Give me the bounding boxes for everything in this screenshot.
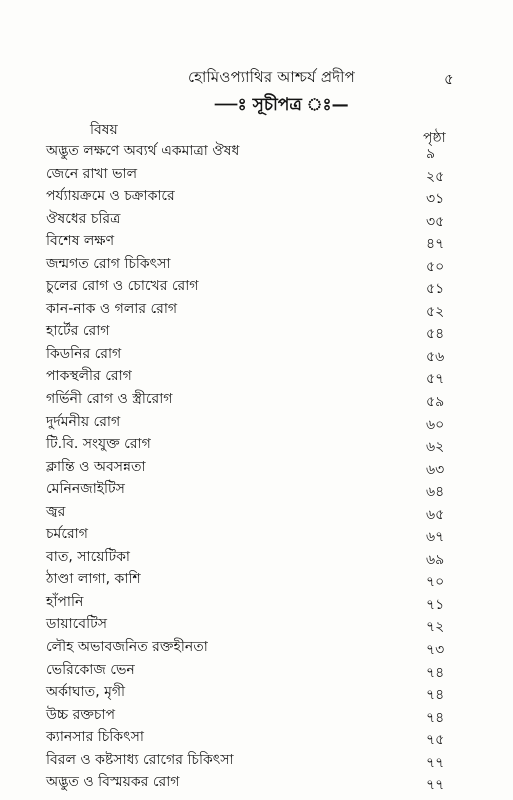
toc-entry-page: ৬৭ bbox=[426, 529, 445, 546]
toc-entry-page: ৬০ bbox=[426, 416, 445, 433]
toc-entry bbox=[0, 497, 513, 523]
toc-entry-title: বিরল ও কষ্টসাধ্য রোগের চিকিৎসা bbox=[46, 751, 234, 768]
toc-entry bbox=[0, 339, 513, 365]
toc-entry-page: ৭৪ bbox=[426, 664, 445, 681]
toc-entry-page: ৭৭ bbox=[426, 754, 445, 771]
toc-entry bbox=[0, 361, 513, 388]
toc-entry-title: পাকস্থলীর রোগ bbox=[46, 368, 132, 385]
toc-entry-title: জ্বর bbox=[46, 503, 66, 520]
toc-entry bbox=[0, 564, 513, 591]
toc-entry-page: ৫১ bbox=[426, 281, 445, 298]
toc-entry-page: ৩১ bbox=[426, 191, 445, 208]
toc-entry-title: কিডনির রোগ bbox=[46, 345, 122, 362]
column-header-page: পৃষ্ঠা bbox=[423, 130, 446, 146]
running-title: হোমিওপ্যাথির আশ্চর্য প্রদীপ bbox=[188, 68, 356, 86]
toc-heading: —ঃ সূচীপত্র ঃ— bbox=[215, 95, 349, 115]
toc-entry bbox=[0, 181, 513, 208]
toc-entry bbox=[0, 226, 513, 253]
toc-entry-page: ৭৪ bbox=[426, 709, 445, 726]
toc-entry bbox=[0, 655, 513, 681]
toc-entry-page: ৯ bbox=[426, 146, 436, 162]
toc-entry bbox=[0, 429, 513, 456]
toc-entry-title: ভেরিকোজ ভেন bbox=[46, 661, 135, 678]
toc-entry-title: মেনিনজাইটিস bbox=[46, 481, 125, 498]
toc-entry-title: বিশেষ লক্ষণ bbox=[46, 233, 115, 250]
toc-entry-title: ক্যানসার চিকিৎসা bbox=[46, 729, 144, 746]
toc-entry bbox=[0, 384, 513, 411]
toc-entry-title: ক্লান্তি ও অবসন্নতা bbox=[46, 458, 146, 475]
toc-entry-page: ৭৪ bbox=[426, 687, 445, 704]
toc-entry-title: অদ্ভুত ও বিস্ময়কর রোগ bbox=[46, 774, 180, 791]
toc-entry-page: ৫৪ bbox=[426, 326, 445, 343]
toc-entry bbox=[0, 294, 513, 320]
toc-entry bbox=[0, 542, 513, 568]
toc-entry bbox=[0, 452, 513, 478]
toc-list bbox=[0, 136, 513, 794]
toc-entry-page: ৪৭ bbox=[426, 236, 445, 253]
toc-entry-title: পর্য্যায়ক্রমে ও চক্রাকারে bbox=[46, 188, 175, 205]
toc-entry-title: উচ্চ রক্তচাপ bbox=[46, 706, 116, 723]
toc-entry bbox=[0, 587, 513, 613]
toc-entry bbox=[0, 474, 513, 501]
toc-entry-page: ৫৯ bbox=[426, 394, 445, 411]
toc-entry-page: ৬৪ bbox=[426, 484, 445, 501]
toc-entry-title: জন্মগত রোগ চিকিৎসা bbox=[46, 255, 171, 272]
toc-entry-title: জেনে রাখা ভাল bbox=[46, 165, 138, 182]
toc-entry-title: টি.বি. সংযুক্ত রোগ bbox=[46, 436, 151, 453]
toc-entry-title: চুলের রোগ ও চোখের রোগ bbox=[46, 278, 199, 295]
toc-entry-page: ৫২ bbox=[426, 303, 445, 320]
toc-entry bbox=[0, 204, 513, 230]
toc-entry-page: ৬৩ bbox=[426, 461, 445, 478]
toc-entry-page: ৭৩ bbox=[426, 642, 445, 659]
toc-entry-title: অদ্ভুত লক্ষণে অব্যর্থ একমাত্রা ঔষধ bbox=[46, 143, 240, 159]
toc-entry-page: ৭৫ bbox=[426, 732, 445, 749]
toc-entry bbox=[0, 609, 513, 636]
toc-entry bbox=[0, 271, 513, 298]
toc-entry-page: ৭২ bbox=[426, 619, 445, 636]
toc-entry bbox=[0, 316, 513, 343]
toc-entry-title: হাঁপানি bbox=[46, 593, 84, 610]
toc-entry-title: ঔষধের চরিত্র bbox=[46, 210, 121, 227]
toc-entry-title: অর্কাঘাত, মৃগী bbox=[46, 684, 126, 701]
toc-entry bbox=[0, 159, 513, 185]
toc-entry-title: দুর্দমনীয় রোগ bbox=[46, 413, 121, 430]
toc-entry bbox=[0, 722, 513, 749]
toc-entry bbox=[0, 519, 513, 546]
toc-entry-title: বাত, সায়েটিকা bbox=[46, 548, 130, 565]
toc-entry-page: ৬৫ bbox=[426, 506, 445, 523]
toc-entry-page: ৫৭ bbox=[426, 371, 445, 388]
toc-entry-title: কান-নাক ও গলার রোগ bbox=[46, 300, 178, 317]
toc-entry-page: ৭০ bbox=[426, 574, 445, 591]
toc-entry bbox=[0, 700, 513, 726]
toc-entry bbox=[0, 632, 513, 659]
toc-entry bbox=[0, 677, 513, 704]
page-number: ৫ bbox=[444, 70, 454, 88]
toc-entry bbox=[0, 136, 513, 162]
toc-entry-page: ২৫ bbox=[426, 168, 445, 185]
toc-entry-title: লৌহ অভাবজনিত রক্তহীনতা bbox=[46, 639, 208, 656]
toc-entry bbox=[0, 745, 513, 771]
column-header-subject: বিষয় bbox=[90, 122, 118, 138]
toc-entry-page: ৭৭ bbox=[426, 777, 445, 794]
toc-entry bbox=[0, 249, 513, 275]
toc-entry-page: ৬২ bbox=[426, 439, 445, 456]
toc-entry-title: চর্মরোগ bbox=[46, 526, 88, 543]
toc-entry-title: ঠাণ্ডা লাগা, কাশি bbox=[46, 571, 141, 588]
toc-entry bbox=[0, 767, 513, 794]
toc-entry bbox=[0, 407, 513, 433]
toc-entry-title: গর্ভিনী রোগ ও স্ত্রীরোগ bbox=[46, 391, 173, 408]
toc-entry-title: ডায়াবেটিস bbox=[46, 616, 107, 633]
toc-entry-page: ৩৫ bbox=[426, 213, 445, 230]
toc-entry-page: ৫৬ bbox=[426, 348, 445, 365]
toc-entry-page: ৭১ bbox=[426, 596, 445, 613]
toc-entry-title: হার্টের রোগ bbox=[46, 323, 110, 340]
toc-entry-page: ৫০ bbox=[426, 258, 445, 275]
toc-entry-page: ৬৯ bbox=[426, 551, 445, 568]
